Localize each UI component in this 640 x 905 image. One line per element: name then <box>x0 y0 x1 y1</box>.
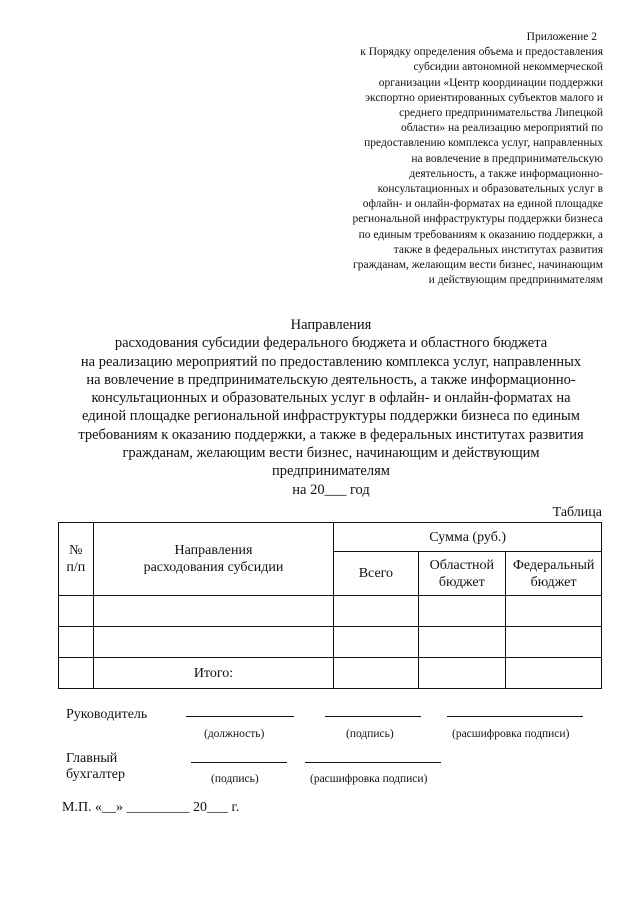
head-label: Руководитель <box>66 707 148 722</box>
table-cell[interactable] <box>334 658 418 689</box>
appendix-line: гражданам, желающим вести бизнес, начинающим <box>353 259 603 272</box>
table-cell[interactable] <box>59 627 94 658</box>
signature-hint: (подпись) <box>346 728 394 740</box>
header-federal-line: Федеральный <box>512 557 595 573</box>
accountant-signature-hint: (подпись) <box>211 773 259 785</box>
table-row <box>59 627 602 658</box>
appendix-line: консультационных и образовательных услуг в <box>377 183 603 196</box>
table-cell[interactable] <box>418 627 506 658</box>
header-direction-line: расходования субсидии <box>143 560 284 575</box>
title-line: требованиям к оказанию поддержки, а также в федеральных институтах развития <box>78 426 584 443</box>
table-cell[interactable] <box>418 596 506 627</box>
table-cell[interactable] <box>59 596 94 627</box>
appendix-line: офлайн- и онлайн-форматах на единой площадке <box>362 198 603 211</box>
title-line: предпринимателям <box>272 463 390 480</box>
table-cell[interactable] <box>59 658 94 689</box>
header-total: Всего <box>334 552 418 596</box>
appendix-line: деятельность, а также информационно- <box>409 167 603 180</box>
header-regional-line: Областной <box>429 557 495 573</box>
position-line[interactable] <box>186 716 294 717</box>
table-header-row <box>59 523 602 552</box>
decoding-hint: (расшифровка подписи) <box>452 728 570 740</box>
accountant-label-line: бухгалтер <box>66 767 125 782</box>
accountant-label <box>66 751 125 783</box>
appendix-line: к Порядку определения объема и предоставления <box>360 46 603 59</box>
table-cell[interactable] <box>506 627 602 658</box>
appendix-line: среднего предпринимательства Липецкой <box>399 107 603 120</box>
appendix-note <box>303 30 603 288</box>
title-line: на реализацию мероприятий по предоставлению комплекса услуг, направленных <box>80 353 582 370</box>
appendix-line: региональной инфраструктуры поддержки бизнеса <box>352 213 603 226</box>
appendix-line: предоставлению комплекса услуг, направленных <box>364 137 603 150</box>
header-num-line: п/п <box>66 560 86 575</box>
table-total-row <box>59 658 602 689</box>
document-title <box>40 316 622 499</box>
accountant-decoding-line[interactable] <box>305 762 441 763</box>
title-line: единой площадке региональной инфраструктуры поддержки бизнеса по единым <box>82 408 580 425</box>
header-num <box>59 523 94 596</box>
appendix-line: организации «Центр координации поддержки <box>378 76 603 89</box>
title-line: гражданам, желающим вести бизнес, начинающим и действующим <box>122 445 540 462</box>
table-cell[interactable] <box>418 658 506 689</box>
title-line: расходования субсидии федерального бюджета и областного бюджета <box>114 335 548 352</box>
total-label: Итого: <box>93 658 334 689</box>
signature-line[interactable] <box>325 716 421 717</box>
header-regional-line: бюджет <box>438 574 485 590</box>
header-direction-line: Направления <box>174 543 253 558</box>
header-num-line: № <box>69 543 83 558</box>
table-cell[interactable] <box>334 596 418 627</box>
appendix-line: Приложение 2 <box>526 31 597 43</box>
header-sum: Сумма (руб.) <box>334 523 602 552</box>
position-hint: (должность) <box>204 728 265 740</box>
accountant-signature-line[interactable] <box>191 762 287 763</box>
header-federal-line: бюджет <box>530 574 577 590</box>
table-cell[interactable] <box>334 627 418 658</box>
appendix-line: также в федеральных институтах развития <box>393 243 603 256</box>
header-federal <box>506 552 602 596</box>
appendix-line: по единым требованиям к оказанию поддержки, а <box>358 228 603 241</box>
appendix-line: области» на реализацию мероприятий по <box>400 122 603 135</box>
table-cell[interactable] <box>93 596 334 627</box>
accountant-label-line: Главный <box>66 751 118 766</box>
table-caption: Таблица <box>552 505 602 520</box>
budget-table <box>58 522 602 689</box>
accountant-decoding-hint: (расшифровка подписи) <box>310 773 428 785</box>
stamp-date-line: М.П. «__» _________ 20___ г. <box>62 800 240 815</box>
appendix-line: и действующим предпринимателям <box>428 274 603 287</box>
table-row <box>59 596 602 627</box>
appendix-line: экспортно ориентированных субъектов малого и <box>365 91 603 104</box>
title-line: на 20___ год <box>292 481 370 498</box>
title-line: на вовлечение в предпринимательскую деятельность, а также информационно- <box>86 371 576 388</box>
appendix-line: на вовлечение в предпринимательскую <box>411 152 603 165</box>
appendix-line: субсидии автономной некоммерческой <box>413 61 603 74</box>
title-line: Направления <box>290 317 372 333</box>
table-cell[interactable] <box>506 658 602 689</box>
title-line: консультационных и образовательных услуг в офлайн- и онлайн-форматах на <box>91 390 571 407</box>
table-cell[interactable] <box>93 627 334 658</box>
decoding-line[interactable] <box>447 716 583 717</box>
header-regional <box>418 552 506 596</box>
table-cell[interactable] <box>506 596 602 627</box>
header-direction <box>93 523 334 596</box>
